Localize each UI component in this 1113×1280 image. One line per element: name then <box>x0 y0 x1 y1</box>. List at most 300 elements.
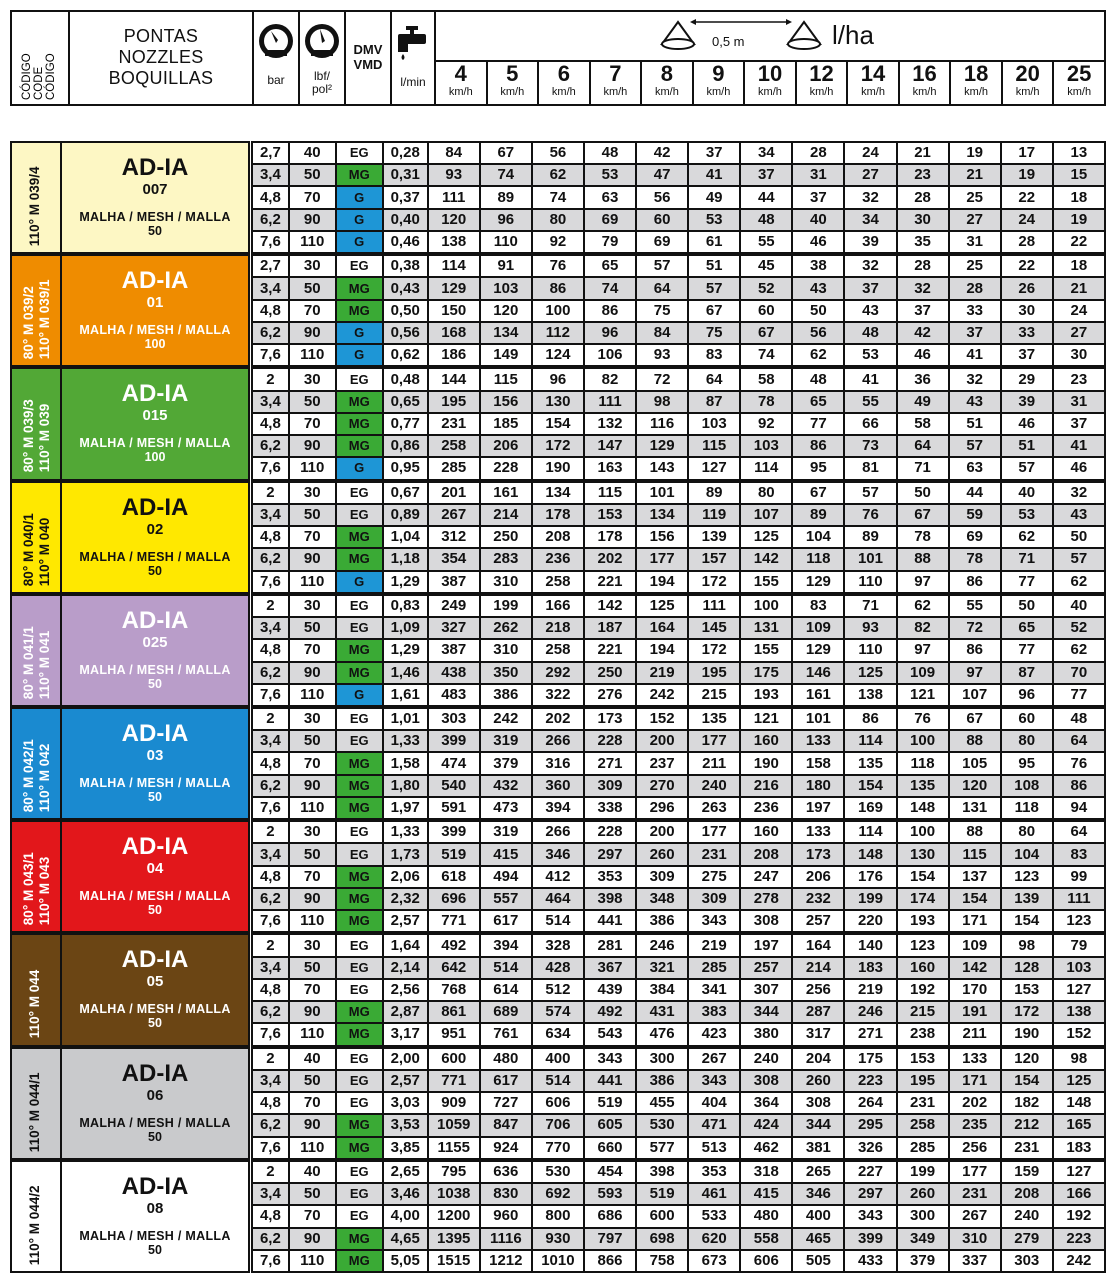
droplet-class-cell: EG <box>336 1205 383 1227</box>
rate-cell: 73 <box>844 435 896 457</box>
rate-cell: 337 <box>949 1250 1001 1272</box>
rate-cell: 618 <box>428 866 480 888</box>
rate-cell: 154 <box>532 413 584 435</box>
rate-cell: 133 <box>792 821 844 843</box>
flow-unit: l/min <box>400 75 426 89</box>
pressure-psi-header <box>300 12 346 104</box>
rate-cell: 343 <box>844 1205 896 1227</box>
pressure-psi-cell: 90 <box>289 209 336 231</box>
speed-unit: km/h <box>758 86 782 98</box>
rate-cell: 195 <box>688 662 740 684</box>
rate-cell: 530 <box>636 1114 688 1136</box>
rate-cell: 111 <box>428 186 480 208</box>
rate-cell: 231 <box>688 843 740 865</box>
pressure-bar-cell: 4,8 <box>252 186 289 208</box>
rate-cell: 19 <box>949 142 1001 164</box>
nozzle-code: 110° M 040 <box>37 517 52 586</box>
pressure-psi-cell: 50 <box>289 957 336 979</box>
rate-cell: 187 <box>584 617 636 639</box>
rate-cell: 231 <box>949 1183 1001 1205</box>
droplet-class-cell: G <box>336 684 383 706</box>
rate-cell: 76 <box>897 708 949 730</box>
rate-cell: 37 <box>949 322 1001 344</box>
rate-cell: 514 <box>532 910 584 932</box>
speed-unit: km/h <box>1015 86 1040 98</box>
table-row <box>252 526 1105 548</box>
table-row <box>252 595 1105 617</box>
rate-cell: 190 <box>740 752 792 774</box>
table-row <box>252 164 1105 186</box>
rate-cell: 153 <box>897 1048 949 1070</box>
rate-cell: 149 <box>480 344 532 366</box>
rate-cell: 53 <box>688 209 740 231</box>
rate-cell: 727 <box>480 1092 532 1114</box>
pressure-bar-cell: 3,4 <box>252 277 289 299</box>
rate-cell: 62 <box>792 344 844 366</box>
rate-cell: 123 <box>1001 866 1053 888</box>
pressure-psi-cell: 40 <box>289 1161 336 1183</box>
rate-cell: 96 <box>532 368 584 390</box>
rate-cell: 127 <box>1053 1161 1105 1183</box>
rate-cell: 74 <box>532 186 584 208</box>
rate-cell: 215 <box>688 684 740 706</box>
table-row <box>252 482 1105 504</box>
rate-cell: 343 <box>688 910 740 932</box>
rate-cell: 65 <box>1001 617 1053 639</box>
rate-cell: 55 <box>740 231 792 253</box>
rate-cell: 308 <box>792 1092 844 1114</box>
droplet-class-cell: EG <box>336 255 383 277</box>
rate-cell: 135 <box>897 775 949 797</box>
pressure-bar-cell: 2 <box>252 1048 289 1070</box>
rate-cell: 260 <box>897 1183 949 1205</box>
rate-cell: 72 <box>949 617 1001 639</box>
rate-cell: 285 <box>688 957 740 979</box>
mesh-value: 50 <box>148 224 162 238</box>
nozzle-title: AD-IA <box>121 380 189 408</box>
rate-cell: 56 <box>636 186 688 208</box>
rate-cell: 317 <box>792 1023 844 1045</box>
table-row <box>252 888 1105 910</box>
table-row <box>252 730 1105 752</box>
rate-cell: 115 <box>688 435 740 457</box>
rate-cell: 455 <box>636 1092 688 1114</box>
rate-cell: 424 <box>740 1114 792 1136</box>
rate-cell: 123 <box>897 934 949 956</box>
rate-cell: 69 <box>636 231 688 253</box>
spacing-label: 0,5 m <box>712 34 745 49</box>
flow-cell: 4,00 <box>383 1205 428 1227</box>
rate-cell: 50 <box>1053 526 1105 548</box>
speed-value: 7 <box>609 61 622 86</box>
rate-cell: 111 <box>688 595 740 617</box>
pressure-gauge-icon <box>257 22 295 60</box>
speed-columns <box>436 60 1104 104</box>
rate-cell: 706 <box>532 1114 584 1136</box>
droplet-class-cell: MG <box>336 300 383 322</box>
droplet-class-cell: EG <box>336 142 383 164</box>
rate-cell: 319 <box>480 821 532 843</box>
table-row <box>252 344 1105 366</box>
droplet-class-cell: EG <box>336 482 383 504</box>
rate-cell: 48 <box>584 142 636 164</box>
code-column-header <box>12 12 70 104</box>
rate-cell: 77 <box>1001 571 1053 593</box>
rate-cell: 31 <box>1053 391 1105 413</box>
rate-cell: 238 <box>897 1023 949 1045</box>
flow-cell: 0,89 <box>383 504 428 526</box>
rate-cell: 190 <box>1001 1023 1053 1045</box>
pressure-bar-cell: 4,8 <box>252 300 289 322</box>
nozzle-name-cell <box>60 1047 250 1160</box>
rate-cell: 37 <box>897 300 949 322</box>
rate-cell: 125 <box>740 526 792 548</box>
rate-cell: 24 <box>844 142 896 164</box>
nozzles-label-es: BOQUILLAS <box>108 68 214 88</box>
nozzle-title: AD-IA <box>121 833 189 861</box>
rate-cell: 76 <box>532 255 584 277</box>
nozzle-group <box>10 707 1106 820</box>
droplet-class-cell: EG <box>336 957 383 979</box>
mesh-label: MALHA / MESH / MALLA <box>79 436 231 451</box>
pressure-psi-cell: 90 <box>289 548 336 570</box>
flow-cell: 0,83 <box>383 595 428 617</box>
rate-cell: 120 <box>1001 1048 1053 1070</box>
rate-cell: 593 <box>584 1183 636 1205</box>
rate-cell: 319 <box>480 730 532 752</box>
mesh-label: MALHA / MESH / MALLA <box>79 549 231 564</box>
rate-cell: 100 <box>897 821 949 843</box>
rate-cell: 94 <box>1053 797 1105 819</box>
rate-cell: 30 <box>1053 344 1105 366</box>
rate-cell: 480 <box>740 1205 792 1227</box>
rate-cell: 172 <box>688 571 740 593</box>
droplet-class-cell: MG <box>336 1250 383 1272</box>
rate-cell: 194 <box>636 571 688 593</box>
rate-cell: 75 <box>688 322 740 344</box>
rate-cell: 199 <box>480 595 532 617</box>
rate-cell: 192 <box>1053 1205 1105 1227</box>
rate-cell: 173 <box>792 843 844 865</box>
rate-cell: 310 <box>949 1228 1001 1250</box>
rate-cell: 236 <box>740 797 792 819</box>
pressure-psi-cell: 110 <box>289 1137 336 1159</box>
table-row <box>252 866 1105 888</box>
rate-cell: 57 <box>688 277 740 299</box>
rate-cell: 67 <box>897 504 949 526</box>
pressure-psi-cell: 50 <box>289 504 336 526</box>
pressure-bar-cell: 6,2 <box>252 548 289 570</box>
droplet-class-cell: EG <box>336 730 383 752</box>
nozzle-code: 110° M 041 <box>37 630 52 699</box>
rate-cell: 476 <box>636 1023 688 1045</box>
droplet-class-cell: EG <box>336 617 383 639</box>
rate-cell: 97 <box>949 662 1001 684</box>
table-row <box>252 1183 1105 1205</box>
rate-cell: 175 <box>844 1048 896 1070</box>
rate-cell: 199 <box>844 888 896 910</box>
nozzle-title: AD-IA <box>121 946 189 974</box>
pressure-psi-cell: 40 <box>289 1048 336 1070</box>
pressure-bar-cell: 2 <box>252 368 289 390</box>
rate-cell: 399 <box>428 730 480 752</box>
droplet-class-cell: G <box>336 209 383 231</box>
lbf-unit-line2: pol² <box>311 82 332 96</box>
rate-cell: 144 <box>428 368 480 390</box>
rate-cell: 93 <box>844 617 896 639</box>
rate-cell: 228 <box>480 457 532 479</box>
droplet-class-cell: MG <box>336 391 383 413</box>
speed-value: 10 <box>757 61 783 86</box>
droplet-class-cell: EG <box>336 821 383 843</box>
rate-cell: 103 <box>740 435 792 457</box>
rate-cell: 121 <box>740 708 792 730</box>
table-row <box>252 843 1105 865</box>
rate-cell: 692 <box>532 1183 584 1205</box>
rate-cell: 267 <box>949 1205 1001 1227</box>
rate-cell: 101 <box>636 482 688 504</box>
mesh-value: 50 <box>148 790 162 804</box>
rate-cell: 45 <box>740 255 792 277</box>
rate-cell: 183 <box>844 957 896 979</box>
rate-cell: 600 <box>428 1048 480 1070</box>
table-row <box>252 979 1105 1001</box>
nozzle-code-cell <box>10 820 62 933</box>
rate-cell: 208 <box>740 843 792 865</box>
speed-unit: km/h <box>551 86 576 98</box>
rate-cell: 398 <box>584 888 636 910</box>
rate-cell: 1395 <box>428 1228 480 1250</box>
rate-cell: 18 <box>1053 255 1105 277</box>
rate-cell: 62 <box>532 164 584 186</box>
flow-cell: 3,85 <box>383 1137 428 1159</box>
rate-cell: 278 <box>740 888 792 910</box>
flow-cell: 1,01 <box>383 708 428 730</box>
flow-cell: 1,73 <box>383 843 428 865</box>
speed-value: 18 <box>963 61 989 86</box>
rate-cell: 58 <box>740 368 792 390</box>
rate-cell: 154 <box>897 866 949 888</box>
flow-cell: 1,61 <box>383 684 428 706</box>
rate-cell: 24 <box>1053 300 1105 322</box>
rate-cell: 64 <box>897 435 949 457</box>
pressure-psi-cell: 110 <box>289 1023 336 1045</box>
rate-cell: 26 <box>1001 277 1053 299</box>
rate-cell: 223 <box>844 1070 896 1092</box>
rate-cell: 91 <box>480 255 532 277</box>
speed-value: 20 <box>1015 61 1040 86</box>
pressure-bar-cell: 4,8 <box>252 413 289 435</box>
nozzle-size: 007 <box>142 181 168 198</box>
rate-cell: 96 <box>584 322 636 344</box>
rate-cell: 297 <box>584 843 636 865</box>
rate-cell: 62 <box>897 595 949 617</box>
rate-cell: 58 <box>897 413 949 435</box>
nozzle-code: 110° M 042 <box>37 743 52 813</box>
rate-cell: 43 <box>792 277 844 299</box>
rate-cell: 62 <box>1053 571 1105 593</box>
pressure-psi-cell: 40 <box>289 142 336 164</box>
droplet-class-cell: MG <box>336 526 383 548</box>
table-row <box>252 277 1105 299</box>
pressure-bar-cell: 3,4 <box>252 391 289 413</box>
speed-value: 12 <box>809 61 834 86</box>
flow-cell: 4,65 <box>383 1228 428 1250</box>
rate-cell: 399 <box>844 1228 896 1250</box>
rate-cell: 34 <box>740 142 792 164</box>
table-row <box>252 1023 1105 1045</box>
rate-cell: 192 <box>897 979 949 1001</box>
rate-cell: 295 <box>844 1114 896 1136</box>
pressure-bar-cell: 3,4 <box>252 957 289 979</box>
droplet-class-cell: EG <box>336 1070 383 1092</box>
nozzle-size: 04 <box>146 860 164 878</box>
rate-cell: 52 <box>740 277 792 299</box>
rate-cell: 533 <box>688 1205 740 1227</box>
pressure-psi-cell: 70 <box>289 300 336 322</box>
rate-cell: 219 <box>844 979 896 1001</box>
rate-cell: 768 <box>428 979 480 1001</box>
mesh-value: 50 <box>148 903 162 918</box>
rate-cell: 32 <box>897 277 949 299</box>
pressure-bar-cell: 6,2 <box>252 322 289 344</box>
nozzle-code: 80° M 041/1 <box>21 626 36 699</box>
rate-cell: 57 <box>1053 548 1105 570</box>
table-row <box>252 1228 1105 1250</box>
rate-cell: 139 <box>1001 888 1053 910</box>
table-row <box>252 775 1105 797</box>
rate-cell: 228 <box>584 821 636 843</box>
rate-cell: 180 <box>792 775 844 797</box>
rate-cell: 433 <box>844 1250 896 1272</box>
rate-cell: 29 <box>1001 368 1053 390</box>
pressure-bar-cell: 2,7 <box>252 255 289 277</box>
rate-cell: 215 <box>897 1001 949 1023</box>
pressure-psi-cell: 90 <box>289 1114 336 1136</box>
nozzle-code-cell <box>10 1047 62 1160</box>
pressure-psi-cell: 50 <box>289 1183 336 1205</box>
rate-cell: 474 <box>428 752 480 774</box>
rate-cell: 41 <box>1053 435 1105 457</box>
rate-cell: 154 <box>1001 910 1053 932</box>
nozzle-code: 110° M 039/1 <box>37 279 52 360</box>
rate-cell: 242 <box>480 708 532 730</box>
pressure-psi-cell: 70 <box>289 1205 336 1227</box>
nozzle-code-cell <box>10 254 62 367</box>
rate-cell: 53 <box>844 344 896 366</box>
speed-value: 16 <box>912 61 937 86</box>
rate-cell: 212 <box>1001 1114 1053 1136</box>
pressure-gauge-icon <box>303 22 341 60</box>
rate-cell: 795 <box>428 1161 480 1183</box>
rate-cell: 232 <box>792 888 844 910</box>
rate-cell: 92 <box>740 413 792 435</box>
pressure-psi-cell: 70 <box>289 526 336 548</box>
rate-cell: 513 <box>688 1137 740 1159</box>
rate-cell: 160 <box>740 730 792 752</box>
rate-cell: 177 <box>688 821 740 843</box>
rate-cell: 133 <box>792 730 844 752</box>
rate-cell: 257 <box>740 957 792 979</box>
flow-cell: 2,14 <box>383 957 428 979</box>
rate-cell: 98 <box>1001 934 1053 956</box>
flow-cell: 2,57 <box>383 1070 428 1092</box>
pressure-bar-cell: 4,8 <box>252 639 289 661</box>
rate-cell: 25 <box>949 255 1001 277</box>
rate-cell: 134 <box>480 322 532 344</box>
rate-cell: 110 <box>844 571 896 593</box>
rate-cell: 114 <box>844 821 896 843</box>
rate-cell: 1212 <box>480 1250 532 1272</box>
rate-cell: 98 <box>636 391 688 413</box>
rate-cell: 38 <box>792 255 844 277</box>
rate-cell: 140 <box>844 934 896 956</box>
rate-cell: 240 <box>688 775 740 797</box>
rate-cell: 310 <box>480 639 532 661</box>
rate-cell: 172 <box>1001 1001 1053 1023</box>
pressure-psi-cell: 90 <box>289 1001 336 1023</box>
droplet-class-cell: MG <box>336 1228 383 1250</box>
pressure-bar-cell: 2 <box>252 821 289 843</box>
rate-cell: 758 <box>636 1250 688 1272</box>
rate-cell: 201 <box>428 482 480 504</box>
rate-cell: 89 <box>480 186 532 208</box>
table-row <box>252 1205 1105 1227</box>
rate-cell: 195 <box>897 1070 949 1092</box>
table-row <box>252 1070 1105 1092</box>
pressure-psi-cell: 50 <box>289 843 336 865</box>
rate-cell: 86 <box>844 708 896 730</box>
rate-cell: 111 <box>584 391 636 413</box>
flow-column-header <box>392 12 436 104</box>
rate-cell: 64 <box>688 368 740 390</box>
rate-cell: 109 <box>792 617 844 639</box>
application-rate-header <box>436 12 1104 104</box>
rate-cell: 19 <box>1001 164 1053 186</box>
rate-cell: 67 <box>949 708 1001 730</box>
rate-cell: 23 <box>1053 368 1105 390</box>
rate-cell: 77 <box>1053 684 1105 706</box>
rate-cell: 81 <box>844 457 896 479</box>
pressure-psi-cell: 30 <box>289 368 336 390</box>
dmv-label: DMV <box>353 42 383 57</box>
rate-cell: 64 <box>636 277 688 299</box>
rate-cell: 152 <box>636 708 688 730</box>
rate-cell: 387 <box>428 571 480 593</box>
rate-cell: 221 <box>584 571 636 593</box>
rate-cell: 830 <box>480 1183 532 1205</box>
code-label-es: CÓDIGO <box>45 53 57 100</box>
rate-cell: 44 <box>740 186 792 208</box>
rate-cell: 297 <box>844 1183 896 1205</box>
flow-cell: 0,62 <box>383 344 428 366</box>
nozzle-code: 110° M 039 <box>37 404 52 473</box>
speed-unit: km/h <box>500 86 525 98</box>
rate-cell: 115 <box>480 368 532 390</box>
nozzle-name-cell <box>60 707 250 820</box>
rate-cell: 154 <box>949 888 1001 910</box>
rate-cell: 394 <box>480 934 532 956</box>
pressure-psi-cell: 90 <box>289 435 336 457</box>
rate-cell: 127 <box>1053 979 1105 1001</box>
rate-cell: 193 <box>897 910 949 932</box>
rate-cell: 292 <box>532 662 584 684</box>
speed-value: 25 <box>1066 61 1092 86</box>
rate-cell: 125 <box>844 662 896 684</box>
rate-cell: 558 <box>740 1228 792 1250</box>
rate-cell: 111 <box>1053 888 1105 910</box>
rate-cell: 96 <box>480 209 532 231</box>
